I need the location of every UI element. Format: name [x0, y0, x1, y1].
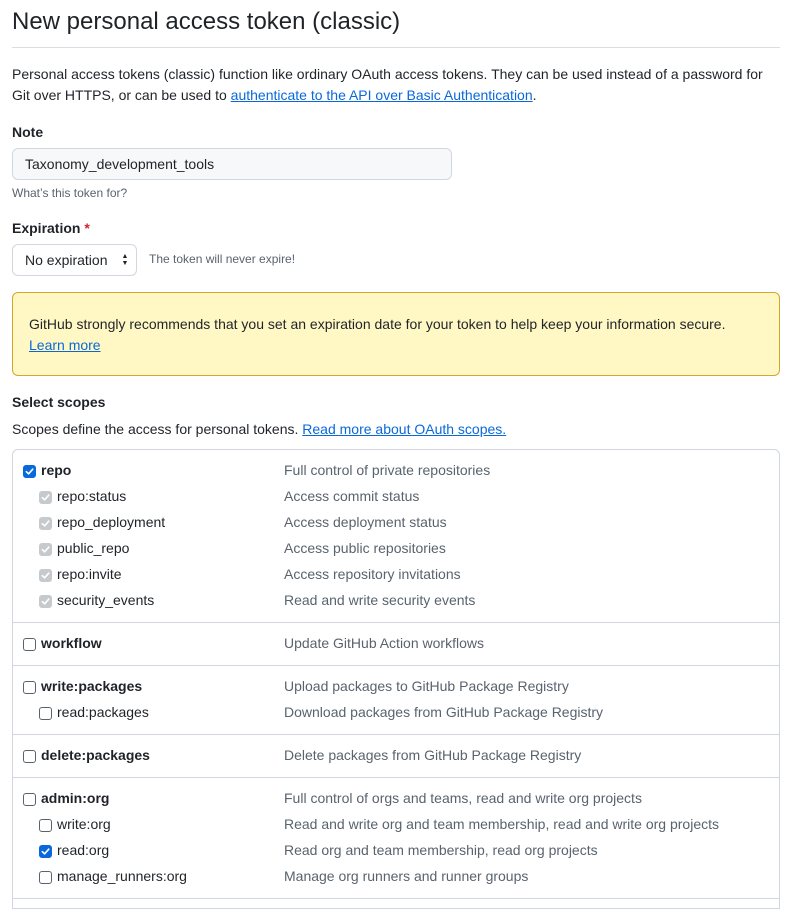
scope-checkbox[interactable] — [39, 845, 52, 858]
scope-checkbox[interactable] — [39, 819, 52, 832]
intro-text: Personal access tokens (classic) function like ordinary OAuth access tokens. They can be used instead of a password for Git over HTTPS, or can be used to — [12, 66, 763, 103]
warning-text: GitHub strongly recommends that you set an expiration date for your token to help keep your information secure. — [29, 316, 726, 332]
scope-group — [13, 450, 779, 623]
scope-name: write:packages — [41, 678, 143, 694]
scopes-title: Select scopes — [12, 394, 106, 410]
scopes-description — [12, 421, 506, 437]
scope-checkbox — [39, 543, 52, 556]
scope-name: security_events — [57, 592, 155, 608]
scope-checkbox[interactable] — [23, 681, 36, 694]
intro-end: . — [532, 87, 537, 103]
scope-checkbox[interactable] — [23, 750, 36, 763]
scope-description: Download packages from GitHub Package Registry — [284, 704, 604, 720]
scope-name: workflow — [41, 635, 102, 651]
sub-scope-row — [13, 588, 779, 614]
sub-scope-row — [13, 484, 779, 510]
scope-checkbox — [39, 595, 52, 608]
page-title: New personal access token (classic) — [12, 8, 401, 35]
scope-description: Full control of orgs and teams, read and write org projects — [284, 790, 642, 806]
sub-scope-row — [13, 812, 779, 838]
scope-description: Delete packages from GitHub Package Registry — [284, 747, 582, 763]
scope-checkbox[interactable] — [39, 871, 52, 884]
scope-name: repo:status — [57, 488, 127, 504]
scope-name: manage_runners:org — [57, 868, 187, 884]
scope-checkbox — [39, 491, 52, 504]
scope-checkbox — [39, 569, 52, 582]
scope-description: Read and write security events — [284, 592, 476, 608]
scope-checkbox[interactable] — [23, 638, 36, 651]
required-mark: * — [84, 220, 90, 236]
scope-name: repo:invite — [57, 566, 122, 582]
check-icon — [41, 545, 50, 554]
expiration-select[interactable] — [12, 244, 137, 276]
scope-description: Manage org runners and runner groups — [284, 868, 529, 884]
scope-checkbox[interactable] — [23, 793, 36, 806]
scope-name: read:org — [57, 842, 110, 858]
basic-auth-link[interactable]: authenticate to the API over Basic Authentication — [230, 87, 533, 103]
check-icon — [41, 519, 50, 528]
scope-description: Update GitHub Action workflows — [284, 635, 484, 651]
scope-name: repo — [41, 462, 72, 478]
expiration-label — [12, 220, 90, 236]
scope-description: Access deployment status — [284, 514, 447, 530]
oauth-scopes-link[interactable]: Read more about OAuth scopes. — [302, 421, 507, 437]
check-icon — [41, 493, 50, 502]
scope-row — [13, 786, 779, 812]
scopes-description-text: Scopes define the access for personal tokens. — [12, 421, 303, 437]
sub-scope-row — [13, 536, 779, 562]
sub-scope-row — [13, 864, 779, 890]
check-icon — [41, 847, 50, 856]
scope-name: repo_deployment — [57, 514, 166, 530]
scope-group — [13, 623, 779, 666]
scopes-list — [12, 449, 780, 909]
scope-checkbox[interactable] — [23, 465, 36, 478]
scope-description: Read and write org and team membership, read and write org projects — [284, 816, 719, 832]
note-hint: What’s this token for? — [12, 186, 128, 200]
expiration-hint: The token will never expire! — [149, 252, 296, 266]
expiration-label-text: Expiration — [12, 220, 81, 236]
note-input[interactable] — [12, 148, 452, 180]
scope-description: Read org and team membership, read org projects — [284, 842, 598, 858]
scope-checkbox — [39, 517, 52, 530]
scope-description: Access public repositories — [284, 540, 446, 556]
scope-row — [13, 458, 779, 484]
scope-name: admin:org — [41, 790, 110, 806]
scope-description: Access repository invitations — [284, 566, 461, 582]
check-icon — [25, 467, 34, 476]
check-icon — [41, 571, 50, 580]
scope-description: Access commit status — [284, 488, 420, 504]
expiration-selected-value: No expiration — [25, 252, 108, 268]
select-arrows-icon: ▲ ▼ — [121, 253, 129, 267]
scope-checkbox[interactable] — [39, 707, 52, 720]
scope-group — [13, 666, 779, 735]
scope-description: Full control of private repositories — [284, 462, 491, 478]
sub-scope-row — [13, 510, 779, 536]
scope-name: read:packages — [57, 704, 149, 720]
sub-scope-row — [13, 838, 779, 864]
expiration-warning — [12, 292, 780, 376]
scope-name: delete:packages — [41, 747, 150, 763]
scope-name: write:org — [57, 816, 111, 832]
learn-more-link[interactable]: Learn more — [29, 337, 101, 353]
scope-row — [13, 743, 779, 769]
note-label: Note — [12, 124, 44, 140]
scope-row — [13, 631, 779, 657]
intro-paragraph — [12, 64, 782, 106]
sub-scope-row — [13, 562, 779, 588]
title-divider — [12, 47, 780, 48]
scope-group — [13, 778, 779, 899]
scope-description: Upload packages to GitHub Package Registry — [284, 678, 569, 694]
sub-scope-row — [13, 700, 779, 726]
check-icon — [41, 597, 50, 606]
scope-name: public_repo — [57, 540, 130, 556]
scope-row — [13, 674, 779, 700]
scope-group — [13, 735, 779, 778]
